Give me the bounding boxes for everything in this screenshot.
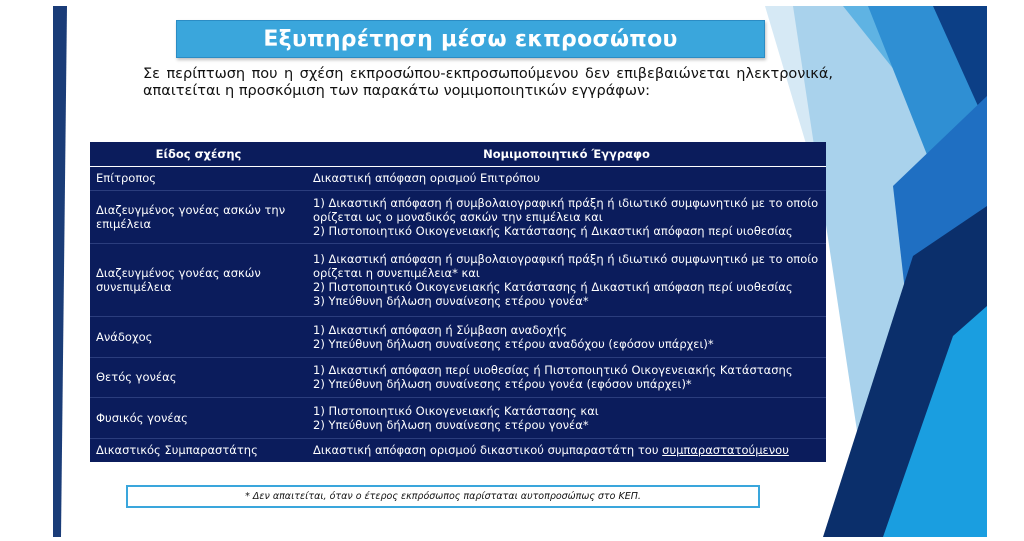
document-cell xyxy=(307,167,826,191)
document-line: 1) Δικαστική απόφαση ή συμβολαιογραφική πράξη ή ιδιωτικό συμφωνητικό με το οποίο ορίζεται η συνεπιμέλεια* και xyxy=(313,251,819,280)
title-banner xyxy=(176,20,765,58)
footnote-text: * Δεν απαιτείται, όταν ο έτερος εκπρόσωπος παρίσταται αυτοπροσώπως στο ΚΕΠ. xyxy=(245,491,641,502)
document-cell xyxy=(307,316,826,357)
document-line: 2) Υπεύθυνη δήλωση συναίνεσης ετέρου αναδόχου (εφόσον υπάρχει)* xyxy=(313,336,714,351)
relation-cell: Δικαστικός Συμπαραστάτης xyxy=(96,443,258,458)
document-line: 2) Πιστοποιητικό Οικογενειακής Κατάστασης ή Δικαστική απόφαση περί υιοθεσίας xyxy=(313,223,793,238)
table-row xyxy=(90,398,826,439)
relation-cell: Φυσικός γονέας xyxy=(90,398,307,439)
relation-cell: Επίτροπος xyxy=(90,167,307,191)
document-line: 2) Πιστοποιητικό Οικογενειακής Κατάστασης ή Δικαστική απόφαση περί υιοθεσίας xyxy=(313,279,793,294)
relation-cell: Διαζευγμένος γονέας ασκών συνεπιμέλεια xyxy=(90,244,307,317)
header-document: Νομιμοποιητικό Έγγραφο xyxy=(307,142,826,167)
document-cell xyxy=(307,398,826,439)
document-line: 1) Δικαστική απόφαση περί υιοθεσίας ή Πιστοποιητικό Οικογενειακής Κατάστασης xyxy=(313,363,793,378)
table-header-row xyxy=(90,142,826,167)
document-cell xyxy=(307,438,826,462)
documents-table xyxy=(90,142,826,462)
page-title: Εξυπηρέτηση μέσω εκπροσώπου xyxy=(263,26,678,52)
relation-cell: Θετός γονέας xyxy=(90,357,307,398)
relation-cell: Διαζευγμένος γονέας ασκών την επιμέλεια xyxy=(90,190,307,244)
document-cell xyxy=(307,244,826,317)
document-line: 2) Υπεύθυνη δήλωση συναίνεσης ετέρου γονέα (εφόσον υπάρχει)* xyxy=(313,377,692,392)
document-line: Δικαστική απόφαση ορισμού Επιτρόπου xyxy=(313,171,541,186)
table-row xyxy=(90,244,826,317)
document-line: 2) Υπεύθυνη δήλωση συναίνεσης ετέρου γονέα* xyxy=(313,418,589,433)
table-row xyxy=(90,357,826,398)
document-line: 1) Δικαστική απόφαση ή Σύμβαση αναδοχής xyxy=(313,322,568,337)
document-cell xyxy=(307,357,826,398)
relation-cell: Ανάδοχος xyxy=(90,316,307,357)
document-line: 1) Δικαστική απόφαση ή συμβολαιογραφική πράξη ή ιδιωτικό συμφωνητικό με το οποίο ορίζεται ως ο μοναδικός ασκών την επιμέλεια και xyxy=(313,195,819,224)
slide xyxy=(53,6,987,537)
table-row xyxy=(90,190,826,244)
document-line-underlined: συμπαραστατούμενου xyxy=(662,443,789,458)
document-cell xyxy=(307,190,826,244)
document-line: 3) Υπεύθυνη δήλωση συναίνεσης ετέρου γονέα* xyxy=(313,293,589,308)
table-row xyxy=(90,316,826,357)
document-line: 1) Πιστοποιητικό Οικογενειακής Κατάστασης και xyxy=(313,404,599,419)
header-relation: Είδος σχέσης xyxy=(90,142,307,167)
table-row xyxy=(90,438,826,462)
footnote-box xyxy=(126,485,760,508)
intro-paragraph: Σε περίπτωση που η σχέση εκπροσώπου-εκπροσωπούμενου δεν επιβεβαιώνεται ηλεκτρονικά, απαιτείται η προσκόμιση των παρακάτω νομιμοποιητικών εγγράφων: xyxy=(143,66,833,99)
table-row xyxy=(90,167,826,191)
document-line: Δικαστική απόφαση ορισμού δικαστικού συμπαραστάτη του xyxy=(313,443,663,458)
